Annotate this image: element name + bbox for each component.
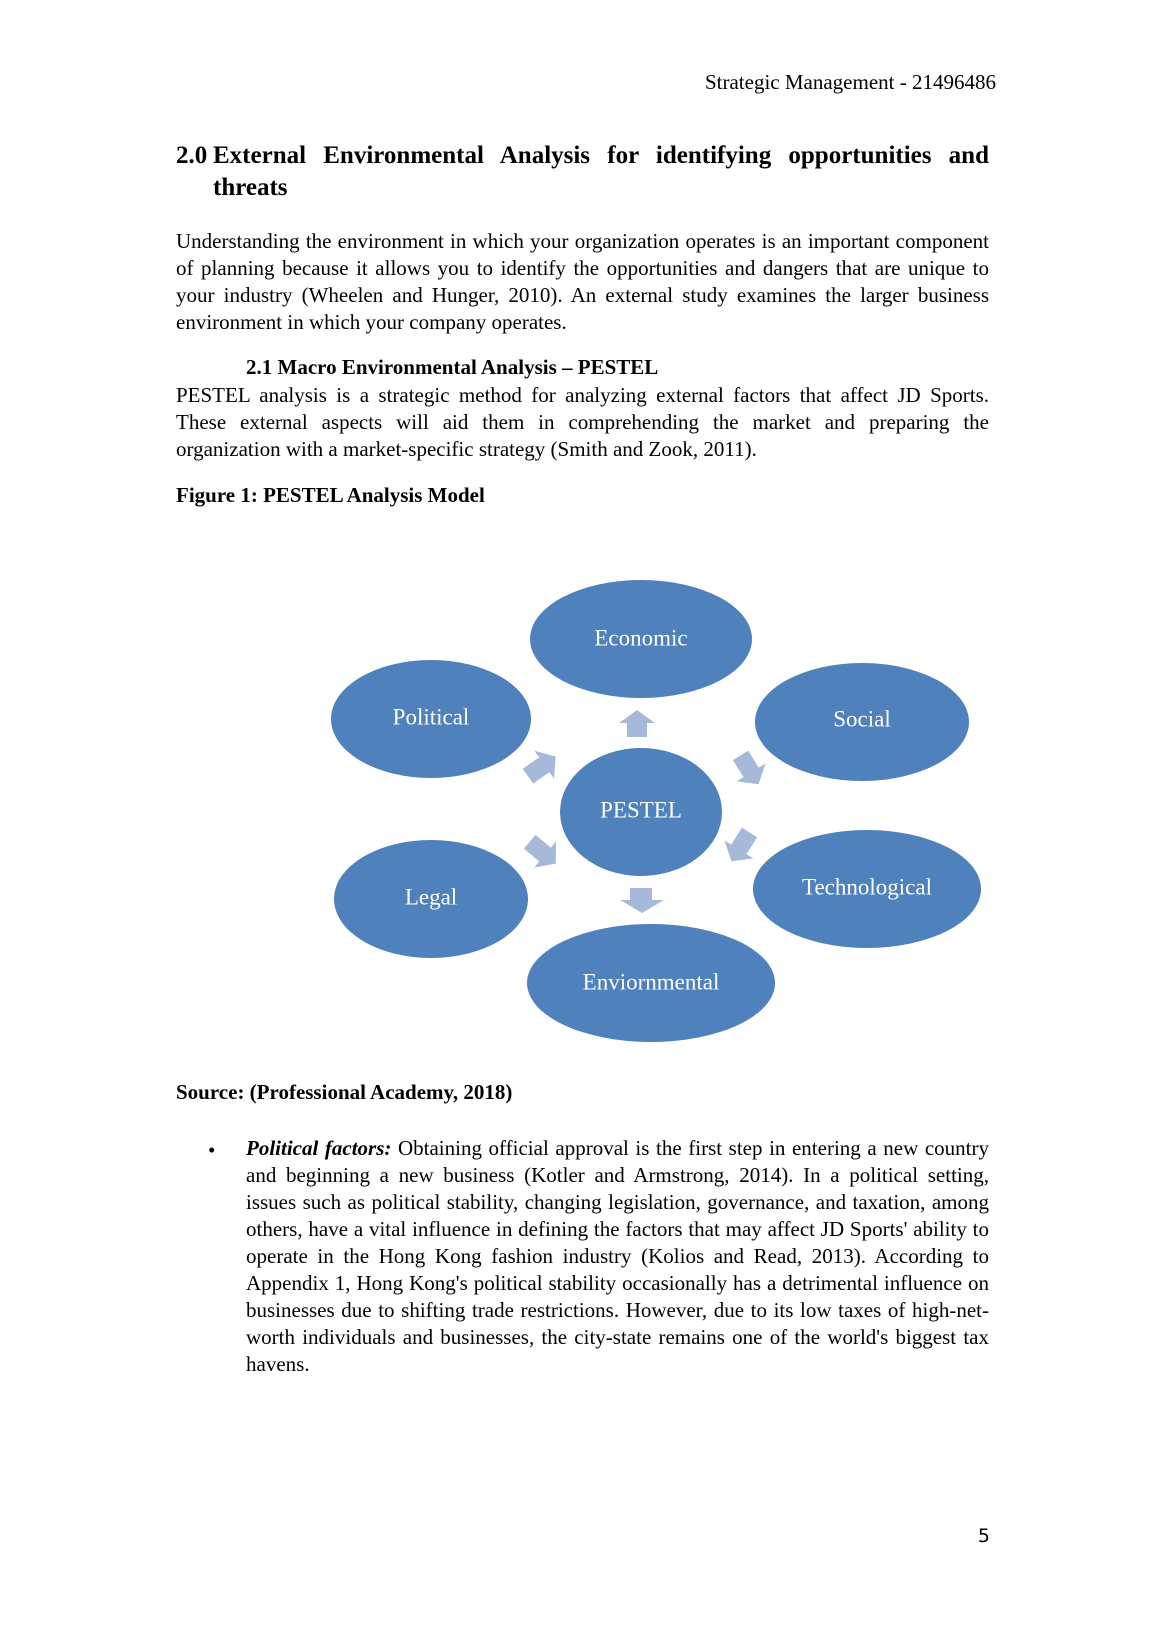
section-title: External Environmental Analysis for identifying opportunities and threats (213, 142, 989, 201)
label-center: PESTEL (600, 797, 682, 823)
label-social: Social (833, 706, 891, 732)
arrow-left-down-icon (519, 829, 567, 877)
arrow-right-down-icon (717, 823, 764, 870)
figure-source: Source: (Professional Academy, 2018) (176, 1080, 513, 1104)
label-political: Political (392, 704, 470, 730)
figure-caption: Figure 1: PESTEL Analysis Model (176, 483, 485, 507)
arrow-right-up-icon (726, 746, 773, 793)
bullet-body: Obtaining official approval is the first step in entering a new country and beginning a new business (Kotler and Armstrong, 2014). In a political setting, issues such as political stability, changing legislation, governance, and taxation, among others, have a vital influence in defining the factors that may affect JD Sports' ability to operate in the Hong Kong fashion industry (Kolios and Read, 2013). According to Appendix 1, Hong Kong's political stability occasionally has a detrimental influence on businesses due to shifting trade restrictions. However, due to its low taxes of high-net-worth individuals and businesses, the city-state remains one of the world's biggest tax havens. (246, 1136, 989, 1376)
running-header: Strategic Management - 21496486 (704, 70, 996, 94)
label-environmental: Enviornmental (582, 969, 720, 995)
label-legal: Legal (404, 884, 458, 910)
bullet-lead: Political factors: (246, 1136, 392, 1160)
subsection-paragraph: PESTEL analysis is a strategic method for analyzing external factors that affect JD Sports. These external aspects will aid them in comprehending the market and preparing the organization with a market-specific strategy (Smith and Zook, 2011). (176, 383, 989, 461)
arrow-up-icon (619, 710, 655, 737)
arrow-left-up-icon (518, 743, 565, 790)
section-number: 2.0 (176, 142, 208, 169)
intro-paragraph: Understanding the environment in which your organization operates is an important component of planning because it allows you to identify the opportunities and dangers that are unique to your industry (Wheelen and Hunger, 2010). An external study examines the larger business environment in which your company operates. (176, 229, 989, 334)
subsection-heading: 2.1 Macro Environmental Analysis – PESTEL (246, 355, 659, 379)
page-number: 5 (977, 1525, 990, 1547)
bullet-icon: • (208, 1138, 216, 1162)
arrow-down-icon (620, 888, 664, 913)
bullet-political (246, 1135, 989, 1378)
label-economic: Economic (594, 625, 688, 651)
label-technological: Technological (802, 874, 932, 900)
